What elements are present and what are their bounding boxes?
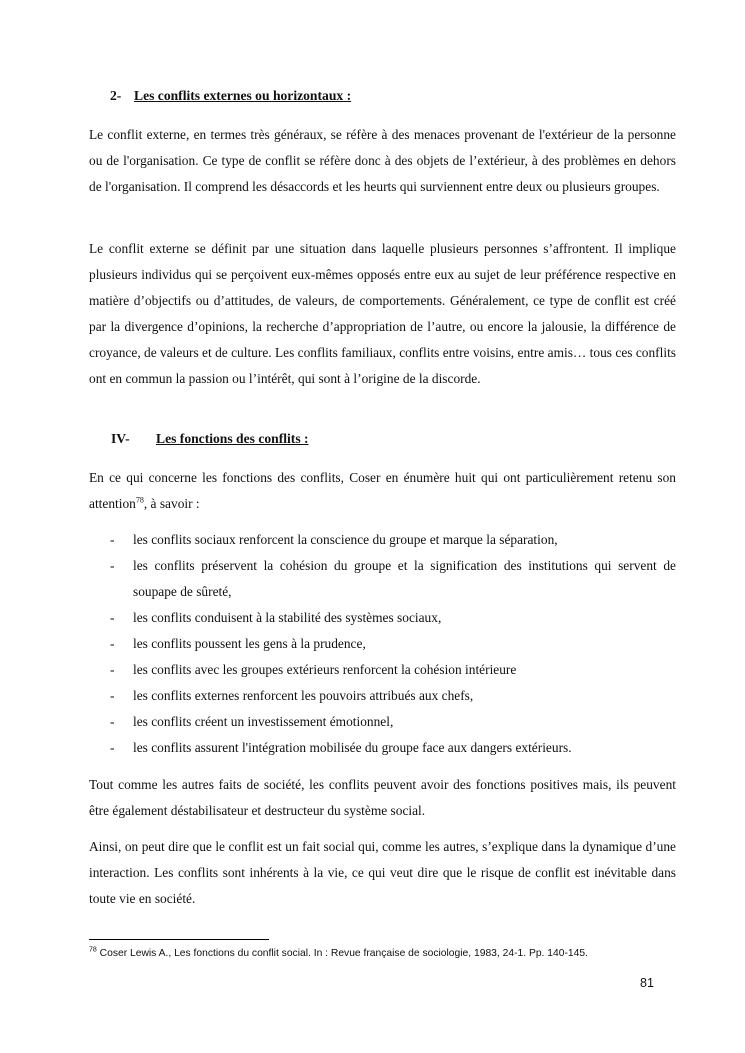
list-item (110, 527, 676, 553)
paragraph-2: Le conflit externe se définit par une situation dans laquelle plusieurs personnes s’affrontent. Il implique plusieurs individus qui se perçoivent eux-mêmes opposés entre eux au sujet de leur préférence respective en matière d’objectifs ou d’attitudes, de valeurs, de comportements. Généralement, ce type de conflit est créé par la divergence d’opinions, la recherche d’appropriation de l’autre, ou encore la jalousie, la différence de croyance, de valeurs et de culture. Les conflits familiaux, conflits entre voisins, entre amis… tous ces conflits ont en commun la passion ou l’intérêt, qui sont à l’origine de la discorde. (89, 241, 676, 386)
footnote (89, 948, 588, 959)
list-item-text: les conflits sociaux renforcent la conscience du groupe et marque la séparation, (133, 532, 558, 547)
subsection-heading (111, 431, 309, 447)
list-item-text: les conflits avec les groupes extérieurs renforcent la cohésion intérieure (133, 662, 517, 677)
list-dash: - (110, 636, 115, 651)
list-dash: - (110, 662, 115, 677)
list-item-text: les conflits externes renforcent les pouvoirs attribués aux chefs, (133, 688, 474, 703)
section-title: Les conflits externes ou horizontaux : (134, 88, 352, 103)
list-dash: - (110, 532, 115, 547)
list-dash: - (110, 740, 115, 755)
functions-list (110, 527, 676, 761)
list-item (110, 605, 676, 631)
list-item-text: les conflits poussent les gens à la prudence, (133, 636, 366, 651)
footnote-number: 78 (89, 946, 97, 954)
paragraph-4: Tout comme les autres faits de société, les conflits peuvent avoir des fonctions positives mais, ils peuvent être également déstabilisateur et destructeur du système social. (89, 777, 676, 818)
list-dash: - (110, 714, 115, 729)
list-item (110, 735, 676, 761)
list-item (110, 709, 676, 735)
section-heading (110, 88, 351, 104)
subsection-number: IV- (111, 431, 130, 446)
list-item-text: les conflits préservent la cohésion du groupe et la signification des institutions qui servent de soupape de sûreté, (133, 558, 676, 599)
list-item (110, 553, 676, 605)
paragraph-3-tail: , à savoir : (143, 496, 200, 511)
list-item (110, 657, 676, 683)
list-item (110, 631, 676, 657)
list-item-text: les conflits assurent l'intégration mobilisée du groupe face aux dangers extérieurs. (133, 740, 572, 755)
paragraph-1: Le conflit externe, en termes très généraux, se réfère à des menaces provenant de l'extérieur de la personne ou de l'organisation. Ce type de conflit se réfère donc à des objets de l’extérieur, à des problèmes en dehors de l'organisation. Il comprend les désaccords et les heurts qui surviennent entre deux ou plusieurs groupes. (89, 127, 676, 194)
page-number: 81 (640, 976, 654, 990)
footnote-reference: 78 (135, 495, 144, 505)
footnote-separator (89, 939, 269, 940)
subsection-title: Les fonctions des conflits : (156, 431, 309, 446)
footnote-text: Coser Lewis A., Les fonctions du conflit social. In : Revue française de sociologie, 1983, 24-1. Pp. 140-145. (99, 948, 588, 959)
paragraph-3 (89, 465, 676, 517)
list-item-text: les conflits conduisent à la stabilité des systèmes sociaux, (133, 610, 442, 625)
paragraph-3-text: En ce qui concerne les fonctions des conflits, Coser en énumère huit qui ont particulièrement retenu son attention (89, 470, 676, 511)
list-dash: - (110, 610, 115, 625)
list-item-text: les conflits créent un investissement émotionnel, (133, 714, 394, 729)
list-dash: - (110, 688, 115, 703)
section-number: 2- (110, 88, 122, 103)
paragraph-5: Ainsi, on peut dire que le conflit est un fait social qui, comme les autres, s’explique dans la dynamique d’une interaction. Les conflits sont inhérents à la vie, ce qui veut dire que le risque de conflit est inévitable dans toute vie en société. (89, 839, 676, 906)
list-dash: - (110, 558, 115, 573)
list-item (110, 683, 676, 709)
